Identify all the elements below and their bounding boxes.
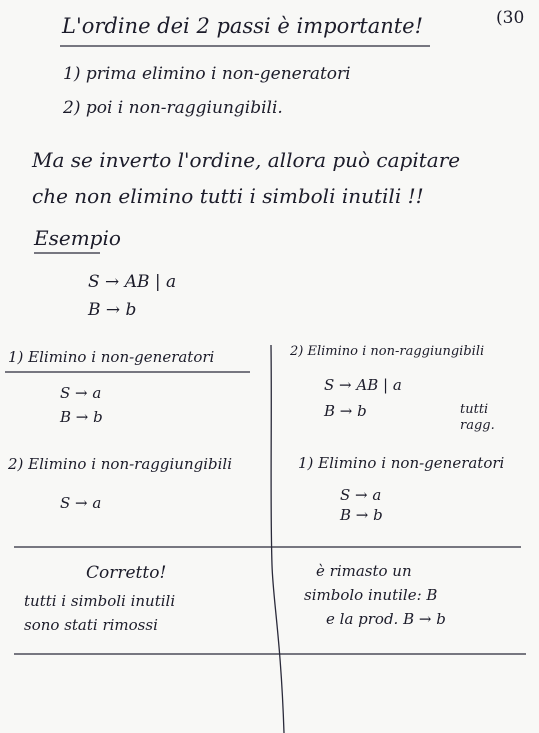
left-step1-title: 1) Elimino i non-generatori: [8, 348, 215, 366]
example-rule-2: B → b: [88, 300, 137, 320]
page-number: (30: [496, 8, 525, 28]
step-2: 2) poi i non-raggiungibili.: [63, 98, 283, 118]
right-note-2: ragg.: [460, 418, 495, 433]
warning-line-1: Ma se inverto l'ordine, allora può capitare: [32, 148, 461, 172]
left-step1-rule-2: B → b: [60, 408, 103, 426]
left-conclusion-3: sono stati rimossi: [24, 616, 158, 634]
left-step2-rule-1: S → a: [60, 494, 102, 512]
right-step2-title: 1) Elimino i non-generatori: [298, 454, 505, 472]
right-step1-title: 2) Elimino i non-raggiungibili: [290, 344, 485, 359]
right-note-1: tutti: [460, 402, 489, 417]
right-step2-rule-2: B → b: [340, 506, 383, 524]
page-title: L'ordine dei 2 passi è importante!: [62, 14, 424, 38]
left-step2-title: 2) Elimino i non-raggiungibili: [8, 455, 233, 473]
left-conclusion-1: Corretto!: [86, 563, 167, 583]
right-step2-rule-1: S → a: [340, 486, 382, 504]
right-step1-rule-2: B → b: [324, 402, 367, 420]
right-conclusion-1: è rimasto un: [316, 562, 412, 580]
example-rule-1: S → AB | a: [88, 272, 177, 292]
example-label: Esempio: [34, 226, 121, 250]
vertical-divider: [271, 345, 284, 733]
right-conclusion-3: e la prod. B → b: [326, 610, 446, 628]
right-step1-rule-1: S → AB | a: [324, 376, 402, 394]
step-1: 1) prima elimino i non-generatori: [63, 64, 351, 84]
left-step1-rule-1: S → a: [60, 384, 102, 402]
right-conclusion-2: simbolo inutile: B: [304, 586, 438, 604]
left-conclusion-2: tutti i simboli inutili: [24, 592, 176, 610]
warning-line-2: che non elimino tutti i simboli inutili !!: [32, 184, 424, 208]
